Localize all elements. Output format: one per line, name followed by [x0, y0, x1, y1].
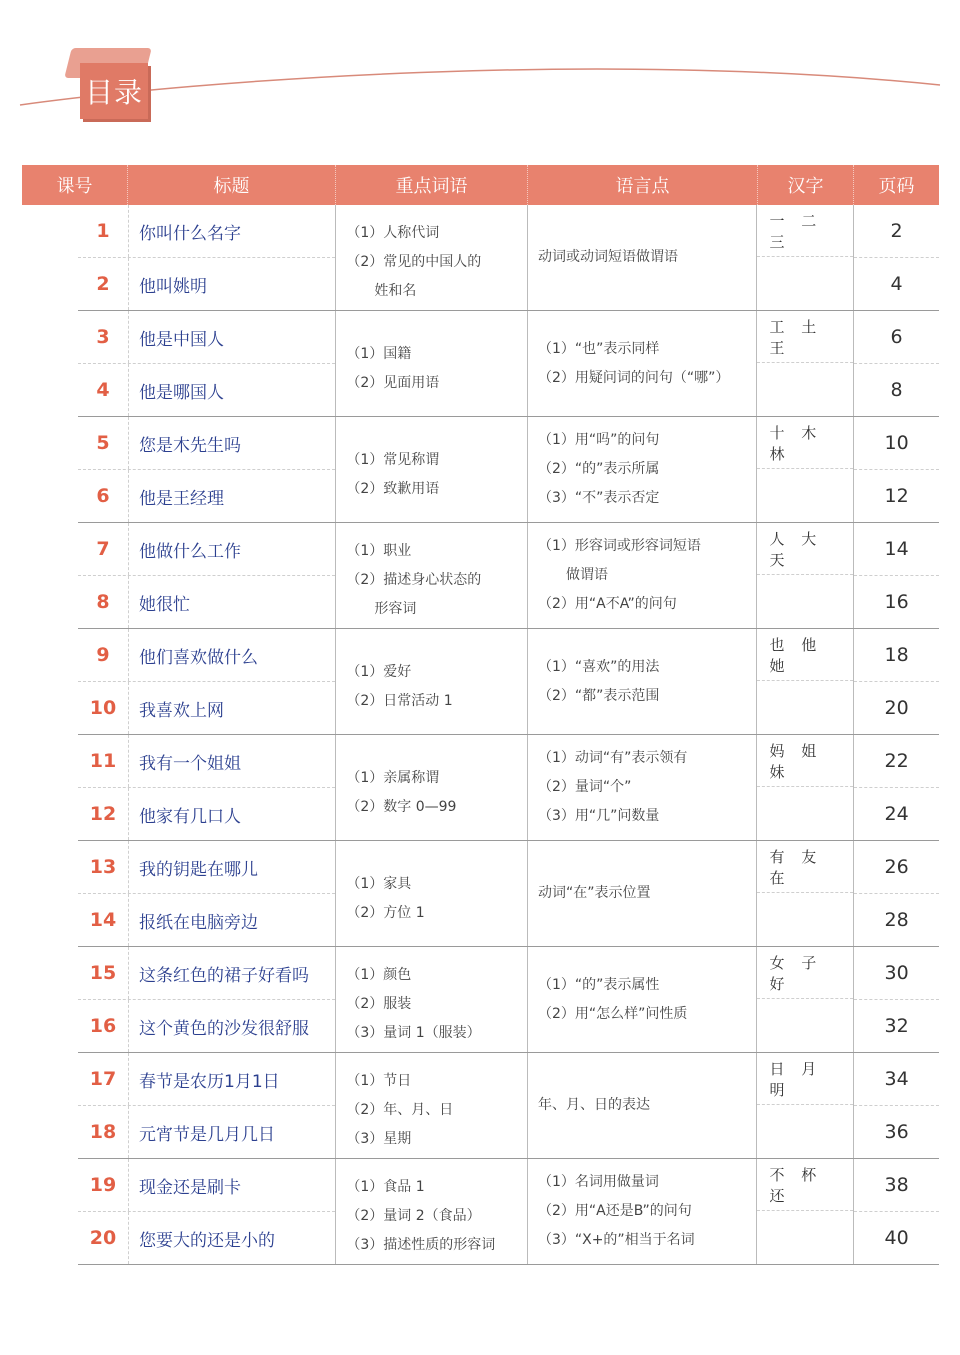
lesson-number: 13 — [78, 841, 129, 893]
language-point-item: 年、月、日的表达 — [537, 1097, 650, 1113]
key-word-item: 形容词 — [374, 601, 417, 617]
lesson-titles — [78, 735, 336, 840]
lesson-number: 3 — [78, 311, 129, 363]
lesson-title[interactable]: 我的钥匙在哪儿 — [139, 859, 258, 880]
language-point-item: （1）动词“有”表示领有 — [537, 750, 688, 766]
language-point-item: （3）“不”表示否定 — [537, 490, 660, 506]
key-word-item: （2）方位 1 — [346, 904, 425, 921]
key-word-item: （2）常见的中国人的 — [346, 254, 482, 270]
hanzi-cell — [757, 841, 854, 946]
page-number[interactable]: 14 — [854, 523, 939, 576]
lesson-title[interactable]: 她很忙 — [139, 594, 190, 615]
language-point-item: （2）“的”表示所属 — [537, 461, 660, 477]
header-page: 页码 — [878, 176, 915, 197]
key-word-item: （1）亲属称谓 — [346, 769, 440, 786]
hanzi-characters: 人 大 天 — [757, 523, 853, 575]
lesson-row[interactable] — [78, 417, 335, 470]
lesson-group — [78, 205, 939, 311]
lesson-group — [78, 311, 939, 417]
language-point-item: （2）用疑问词的问句（“哪”） — [537, 369, 730, 386]
lesson-row[interactable] — [78, 1159, 335, 1212]
header-hanzi: 汉字 — [758, 165, 854, 205]
language-points-cell — [528, 1159, 757, 1264]
lesson-group — [78, 947, 939, 1053]
lesson-number: 6 — [78, 470, 129, 522]
key-word-item: （1）食品 1 — [346, 1179, 425, 1195]
hanzi-empty — [757, 787, 853, 840]
hanzi-cell — [757, 735, 854, 840]
hanzi-cell — [757, 947, 854, 1052]
lesson-row[interactable] — [78, 523, 335, 576]
table-header — [22, 165, 939, 205]
lesson-titles — [78, 1053, 336, 1158]
key-word-item: （1）家具 — [346, 875, 412, 892]
key-word-item: （2）数字 0—99 — [346, 798, 457, 815]
page-number[interactable]: 22 — [854, 735, 939, 788]
hanzi-empty — [757, 1211, 853, 1264]
key-word-item: （1）爱好 — [346, 663, 412, 680]
lesson-number: 12 — [78, 788, 129, 840]
header-language-points: 语言点 — [528, 165, 758, 205]
page-number[interactable]: 18 — [854, 629, 939, 682]
lesson-row[interactable] — [78, 311, 335, 364]
key-word-item: （2）量词 2（食品） — [346, 1208, 481, 1224]
page-numbers-cell — [854, 311, 939, 416]
hanzi-empty — [757, 575, 853, 628]
hanzi-characters: 十 木 林 — [757, 417, 853, 469]
hanzi-empty — [757, 1105, 853, 1158]
lesson-number: 20 — [78, 1212, 129, 1264]
lesson-titles — [78, 1159, 336, 1264]
language-points-cell — [528, 947, 757, 1052]
key-words-cell — [336, 311, 528, 416]
language-point-item: 动词“在”表示位置 — [537, 885, 651, 901]
lesson-row[interactable] — [78, 1053, 335, 1106]
page-numbers-cell — [854, 735, 939, 840]
lesson-number: 1 — [78, 205, 129, 257]
hanzi-characters: 也 他 她 — [757, 629, 853, 681]
key-words-cell — [336, 417, 528, 522]
lesson-titles — [78, 629, 336, 734]
key-words-cell — [336, 523, 528, 628]
lesson-group — [78, 523, 939, 629]
hanzi-characters: 妈 姐 妹 — [757, 735, 853, 787]
language-point-item: （2）用“怎么样”问性质 — [537, 1005, 688, 1022]
lesson-number: 10 — [78, 682, 129, 734]
lesson-title[interactable]: 他是哪国人 — [139, 382, 224, 403]
page-number[interactable]: 30 — [854, 947, 939, 1000]
toc-table — [22, 165, 939, 1265]
header-key-words: 重点词语 — [336, 165, 528, 205]
key-word-item: （2）年、月、日 — [346, 1102, 454, 1118]
page-number[interactable]: 32 — [884, 1015, 909, 1037]
hanzi-cell — [757, 311, 854, 416]
lesson-number: 5 — [78, 417, 129, 469]
language-points-cell — [528, 311, 757, 416]
language-point-item: 做谓语 — [565, 567, 608, 583]
lesson-title[interactable]: 你叫什么名字 — [139, 223, 241, 244]
language-points-cell — [528, 1053, 757, 1158]
lesson-row[interactable] — [78, 1000, 335, 1052]
lesson-title[interactable]: 他是中国人 — [139, 329, 224, 350]
lesson-title[interactable]: 我喜欢上网 — [139, 700, 224, 721]
hanzi-empty — [757, 469, 853, 522]
page-number[interactable]: 8 — [890, 379, 903, 401]
hanzi-characters: 女 子 好 — [757, 947, 853, 999]
lesson-row[interactable] — [78, 205, 335, 258]
key-words-cell — [336, 629, 528, 734]
language-point-item: （3）用“几”问数量 — [537, 808, 660, 824]
lesson-group — [78, 735, 939, 841]
hanzi-characters: 有 友 在 — [757, 841, 853, 893]
language-point-item: （1）“也”表示同样 — [537, 340, 660, 357]
lesson-row[interactable] — [78, 682, 335, 734]
lesson-title[interactable]: 他做什么工作 — [139, 541, 241, 562]
lesson-title[interactable]: 您要大的还是小的 — [139, 1230, 275, 1251]
page-numbers-cell — [854, 1053, 939, 1158]
language-points-cell — [528, 205, 757, 310]
lesson-number: 15 — [78, 947, 129, 999]
key-word-item: （2）致歉用语 — [346, 480, 440, 497]
hanzi-cell — [757, 1053, 854, 1158]
lesson-number: 17 — [78, 1053, 129, 1105]
page-number[interactable]: 40 — [884, 1227, 909, 1249]
lesson-titles — [78, 947, 336, 1052]
hanzi-empty — [757, 363, 853, 416]
lesson-row[interactable] — [78, 1212, 335, 1264]
page-numbers-cell — [854, 947, 939, 1052]
page-title: 目录 — [80, 63, 148, 119]
hanzi-cell — [757, 205, 854, 310]
lesson-row[interactable] — [78, 841, 335, 894]
language-point-item: （1）形容词或形容词短语 — [537, 538, 701, 554]
page-number[interactable]: 24 — [884, 803, 909, 825]
lesson-titles — [78, 841, 336, 946]
key-word-item: （3）量词 1（服装） — [346, 1025, 481, 1041]
key-word-item: 姓和名 — [374, 283, 417, 299]
hanzi-empty — [757, 681, 853, 734]
language-point-item: （1）“的”表示属性 — [537, 976, 660, 993]
language-point-item: （1）用“吗”的问句 — [537, 432, 660, 448]
language-point-item: （2）用“A不A”的问句 — [537, 596, 677, 612]
key-words-cell — [336, 1159, 528, 1264]
page-numbers-cell — [854, 523, 939, 628]
lesson-number: 4 — [78, 364, 129, 416]
key-words-cell — [336, 205, 528, 310]
language-points-cell — [528, 417, 757, 522]
hanzi-empty — [757, 893, 853, 946]
language-points-cell — [528, 523, 757, 628]
hanzi-characters: 不 杯 还 — [757, 1159, 853, 1211]
lesson-titles — [78, 311, 336, 416]
lesson-title[interactable]: 现金还是刷卡 — [139, 1177, 241, 1198]
language-point-item: （1）“喜欢”的用法 — [537, 658, 660, 675]
language-point-item: 动词或动词短语做谓语 — [537, 249, 678, 265]
lesson-number: 11 — [78, 735, 129, 787]
lesson-number: 7 — [78, 523, 129, 575]
key-word-item: （3）描述性质的形容词 — [346, 1237, 496, 1253]
page-numbers-cell — [854, 841, 939, 946]
lesson-title[interactable]: 这条红色的裙子好看吗 — [139, 965, 309, 986]
lesson-title[interactable]: 您是木先生吗 — [139, 435, 241, 456]
page-number[interactable]: 2 — [854, 205, 939, 258]
lesson-titles — [78, 205, 336, 310]
hanzi-characters: 一 二 三 — [757, 205, 853, 257]
header-lesson-number: 课号 — [22, 165, 128, 205]
lesson-title[interactable]: 春节是农历1月1日 — [139, 1071, 280, 1092]
page-number[interactable]: 34 — [854, 1053, 939, 1106]
lesson-row[interactable] — [78, 258, 335, 310]
key-word-item: （2）日常活动 1 — [346, 692, 453, 709]
lesson-group — [78, 417, 939, 523]
lesson-number: 8 — [78, 576, 129, 628]
page-numbers-cell — [854, 205, 939, 310]
key-word-item: （1）人称代词 — [346, 225, 440, 241]
hanzi-characters: 日 月 明 — [757, 1053, 853, 1105]
key-words-cell — [336, 947, 528, 1052]
lesson-row[interactable] — [78, 1106, 335, 1158]
lesson-number: 2 — [78, 258, 129, 310]
page-number[interactable]: 20 — [884, 697, 909, 719]
key-word-item: （2）见面用语 — [346, 374, 440, 391]
page-number[interactable]: 10 — [854, 417, 939, 470]
page-number[interactable]: 6 — [854, 311, 939, 364]
hanzi-cell — [757, 1159, 854, 1264]
lesson-group — [78, 629, 939, 735]
language-point-item: （2）用“A还是B”的问句 — [537, 1203, 692, 1219]
hanzi-characters: 工 土 王 — [757, 311, 853, 363]
lesson-number: 16 — [78, 1000, 129, 1052]
page-number[interactable]: 4 — [890, 273, 903, 295]
lesson-titles — [78, 523, 336, 628]
page-numbers-cell — [854, 1159, 939, 1264]
lesson-row[interactable] — [78, 470, 335, 522]
header-title: 标题 — [128, 165, 336, 205]
key-words-cell — [336, 735, 528, 840]
lesson-row[interactable] — [78, 629, 335, 682]
lesson-row[interactable] — [78, 894, 335, 946]
key-word-item: （1）常见称谓 — [346, 451, 440, 468]
page-number[interactable]: 36 — [884, 1121, 909, 1143]
language-point-item: （3）“X+的”相当于名词 — [537, 1232, 695, 1248]
lesson-group — [78, 1159, 939, 1265]
table-body — [22, 205, 939, 1265]
hanzi-empty — [757, 999, 853, 1052]
lesson-number: 18 — [78, 1106, 129, 1158]
lesson-number: 19 — [78, 1159, 129, 1211]
language-point-item: （2）“都”表示范围 — [537, 687, 660, 704]
lesson-number: 9 — [78, 629, 129, 681]
lesson-title[interactable]: 他家有几口人 — [139, 806, 241, 827]
key-word-item: （2）描述身心状态的 — [346, 572, 482, 588]
lesson-group — [78, 841, 939, 947]
page-numbers-cell — [854, 417, 939, 522]
language-points-cell — [528, 629, 757, 734]
lesson-group — [78, 1053, 939, 1159]
lesson-title[interactable]: 我有一个姐姐 — [139, 753, 241, 774]
language-point-item: （1）名词用做量词 — [537, 1174, 659, 1190]
lesson-row[interactable] — [78, 576, 335, 628]
key-words-cell — [336, 841, 528, 946]
hanzi-cell — [757, 417, 854, 522]
key-words-cell — [336, 1053, 528, 1158]
language-points-cell — [528, 841, 757, 946]
key-word-item: （1）节日 — [346, 1073, 412, 1089]
page-number[interactable]: 26 — [854, 841, 939, 894]
lesson-row[interactable] — [78, 788, 335, 840]
lesson-title[interactable]: 元宵节是几月几日 — [139, 1124, 275, 1145]
lesson-title[interactable]: 报纸在电脑旁边 — [139, 912, 258, 933]
key-word-item: （1）职业 — [346, 543, 412, 559]
page-number[interactable]: 16 — [884, 591, 909, 613]
lesson-title[interactable]: 他叫姚明 — [139, 276, 207, 297]
lesson-title[interactable]: 他们喜欢做什么 — [139, 647, 258, 668]
lesson-title[interactable]: 他是王经理 — [139, 488, 224, 509]
page-number[interactable]: 28 — [884, 909, 909, 931]
key-word-item: （3）星期 — [346, 1131, 412, 1147]
language-points-cell — [528, 735, 757, 840]
lesson-number: 14 — [78, 894, 129, 946]
hanzi-cell — [757, 523, 854, 628]
lesson-title[interactable]: 这个黄色的沙发很舒服 — [139, 1018, 309, 1039]
key-word-item: （1）颜色 — [346, 967, 412, 983]
key-word-item: （1）国籍 — [346, 345, 412, 362]
hanzi-cell — [757, 629, 854, 734]
page-number[interactable]: 12 — [884, 485, 909, 507]
page-numbers-cell — [854, 629, 939, 734]
lesson-titles — [78, 417, 336, 522]
page-number[interactable]: 38 — [854, 1159, 939, 1212]
language-point-item: （2）量词“个” — [537, 779, 632, 795]
key-word-item: （2）服装 — [346, 996, 412, 1012]
lesson-row[interactable] — [78, 364, 335, 416]
lesson-row[interactable] — [78, 947, 335, 1000]
lesson-row[interactable] — [78, 735, 335, 788]
hanzi-empty — [757, 257, 853, 310]
